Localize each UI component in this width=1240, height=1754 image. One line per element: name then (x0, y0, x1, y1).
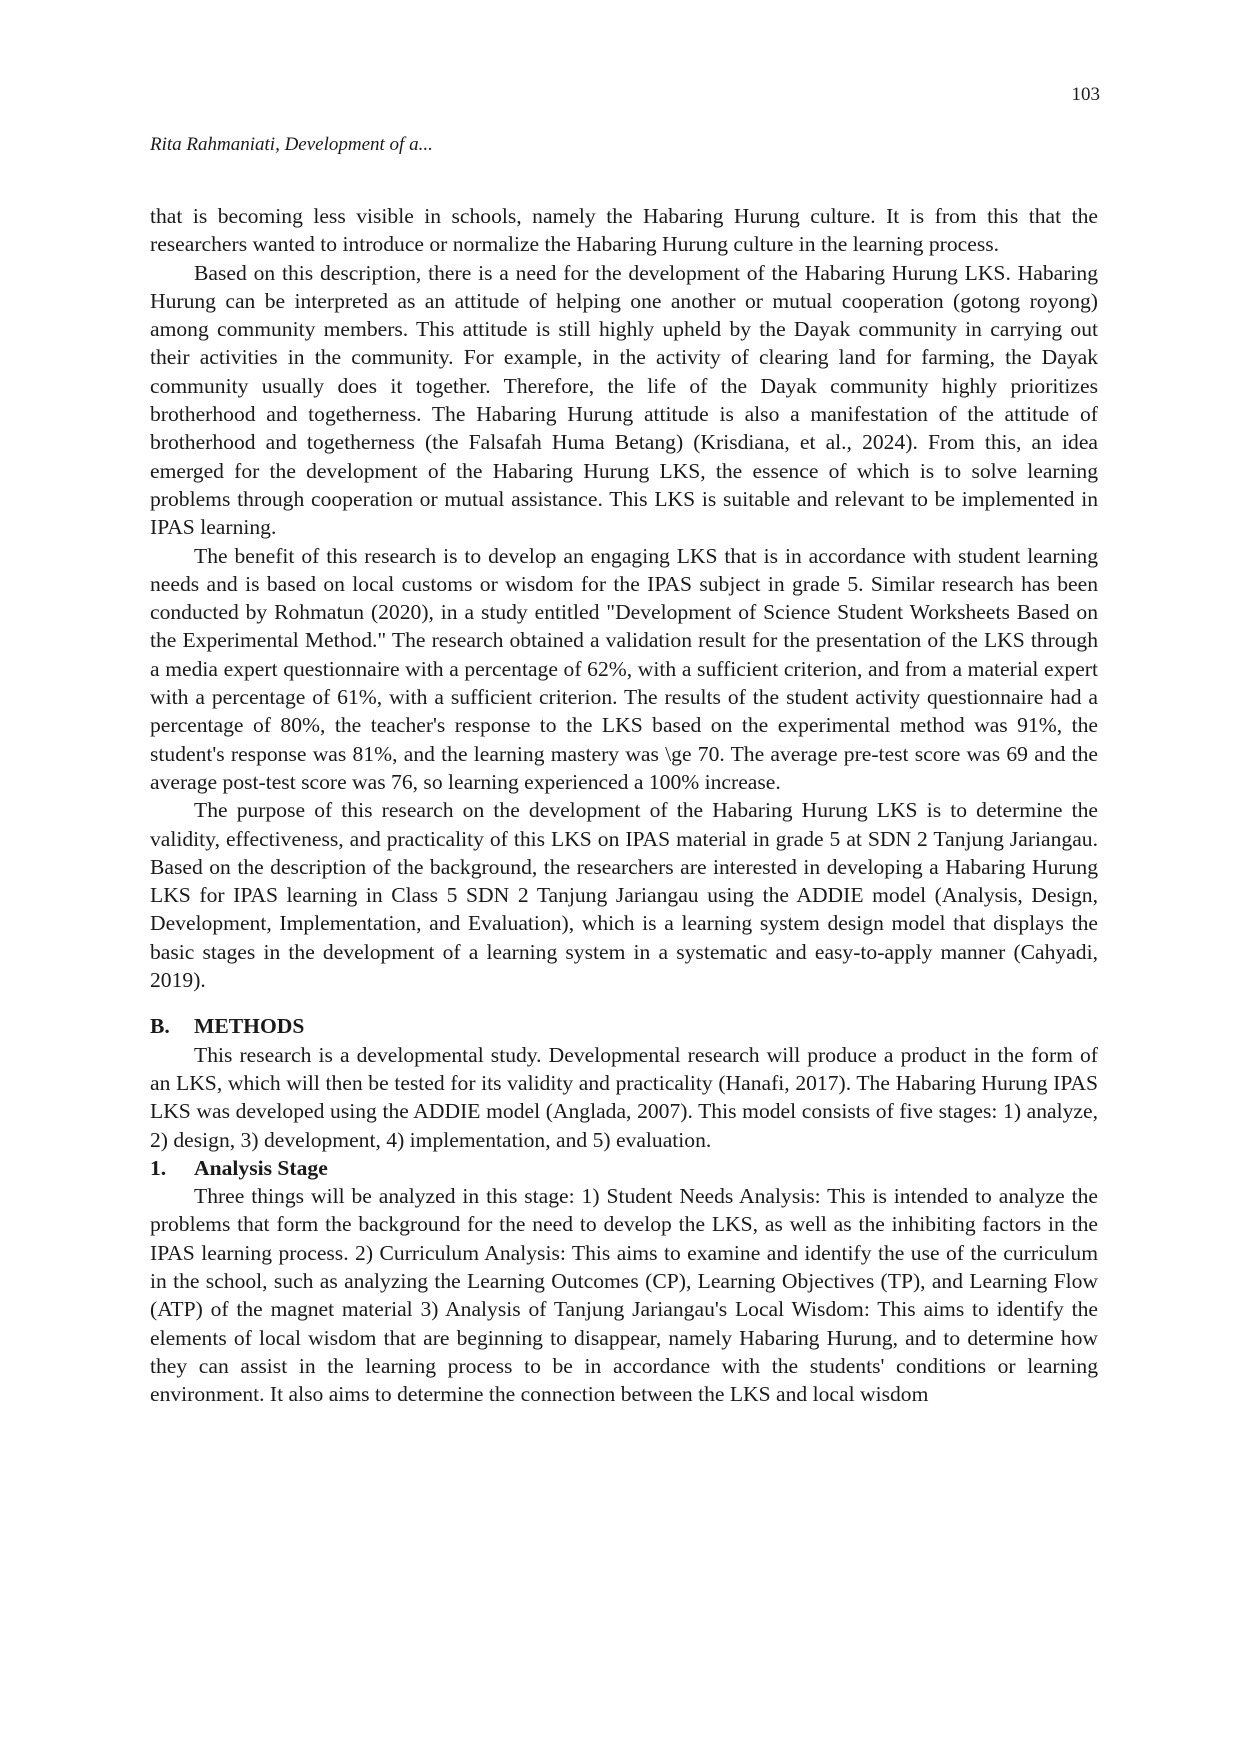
subsection-heading-analysis (150, 1154, 1098, 1182)
paragraph-analysis-stage: Three things will be analyzed in this stage: 1) Student Needs Analysis: This is intended to analyze the problems that form the background for the need to develop the LKS, as well as the inhibiting factors in the IPAS learning process. 2) Curriculum Analysis: This aims to examine and identify the use of the curriculum in the school, such as analyzing the Learning Outcomes (CP), Learning Objectives (TP), and Learning Flow (ATP) of the magnet material 3) Analysis of Tanjung Jariangau's Local Wisdom: This aims to identify the elements of local wisdom that are beginning to disappear, namely Habaring Hurung, and to determine how they can assist in the learning process to be in accordance with the students' conditions or learning environment. It also aims to determine the connection between the LKS and local wisdom (150, 1184, 1098, 1407)
subsection-number: 1. (150, 1155, 167, 1180)
paragraph-methods: This research is a developmental study. Developmental research will produce a product in the form of an LKS, which will then be tested for its validity and practicality (Hanafi, 2017). The Habaring Hurung IPAS LKS was developed using the ADDIE model (Anglada, 2007). This model consists of five stages: 1) analyze, 2) design, 3) development, 4) implementation, and 5) evaluation. (150, 1042, 1098, 1152)
running-head: Rita Rahmaniati, Development of a... (150, 134, 433, 155)
main-content (150, 202, 1098, 1408)
subsection-title: Analysis Stage (194, 1155, 328, 1180)
paragraph-continued: that is becoming less visible in schools, namely the Habaring Hurung culture. It is from this that the researchers wanted to introduce or normalize the Habaring Hurung culture in the learning process. (150, 204, 1098, 257)
paragraph-research-purpose: The purpose of this research on the development of the Habaring Hurung LKS is to determine the validity, effectiveness, and practicality of this LKS on IPAS material in grade 5 at SDN 2 Tanjung Jariangau. Based on the description of the background, the researchers are interested in developing a Habaring Hurung LKS for IPAS learning in Class 5 SDN 2 Tanjung Jariangau using the ADDIE model (Analysis, Design, Development, Implementation, and Evaluation), which is a learning system design model that displays the basic stages in the development of a learning system in a systematic and easy-to-apply manner (Cahyadi, 2019). (150, 798, 1098, 993)
paragraph-research-benefit: The benefit of this research is to develop an engaging LKS that is in accordance with student learning needs and is based on local customs or wisdom for the IPAS subject in grade 5. Similar research has been conducted by Rohmatun (2020), in a study entitled "Development of Science Student Worksheets Based on the Experimental Method." The research obtained a validation result for the presentation of the LKS through a media expert questionnaire with a percentage of 62%, with a sufficient criterion, and from a material expert with a percentage of 61%, with a sufficient criterion. The results of the student activity questionnaire had a percentage of 80%, the teacher's response to the LKS based on the experimental method was 91%, the student's response was 81%, and the learning mastery was \ge 70. The average pre-test score was 69 and the average post-test score was 76, so learning experienced a 100% increase. (150, 543, 1098, 794)
section-heading-methods (150, 1012, 1098, 1040)
section-number: B. (150, 1014, 170, 1039)
section-title: METHODS (194, 1014, 305, 1039)
paragraph-habaring-hurung: Based on this description, there is a need for the development of the Habaring Hurung LKS. Habaring Hurung can be interpreted as an attitude of helping one another or mutual cooperation (gotong royong) among community members. This attitude is still highly upheld by the Dayak community in carrying out their activities in the community. For example, in the activity of clearing land for farming, the Dayak community usually does it together. Therefore, the life of the Dayak community highly prioritizes brotherhood and togetherness. The Habaring Hurung attitude is also a manifestation of the attitude of brotherhood and togetherness (the Falsafah Huma Betang) (Krisdiana, et al., 2024). From this, an idea emerged for the development of the Habaring Hurung LKS, the essence of which is to solve learning problems through cooperation or mutual assistance. This LKS is suitable and relevant to be implemented in IPAS learning. (150, 260, 1098, 540)
page-number: 103 (1071, 84, 1100, 105)
